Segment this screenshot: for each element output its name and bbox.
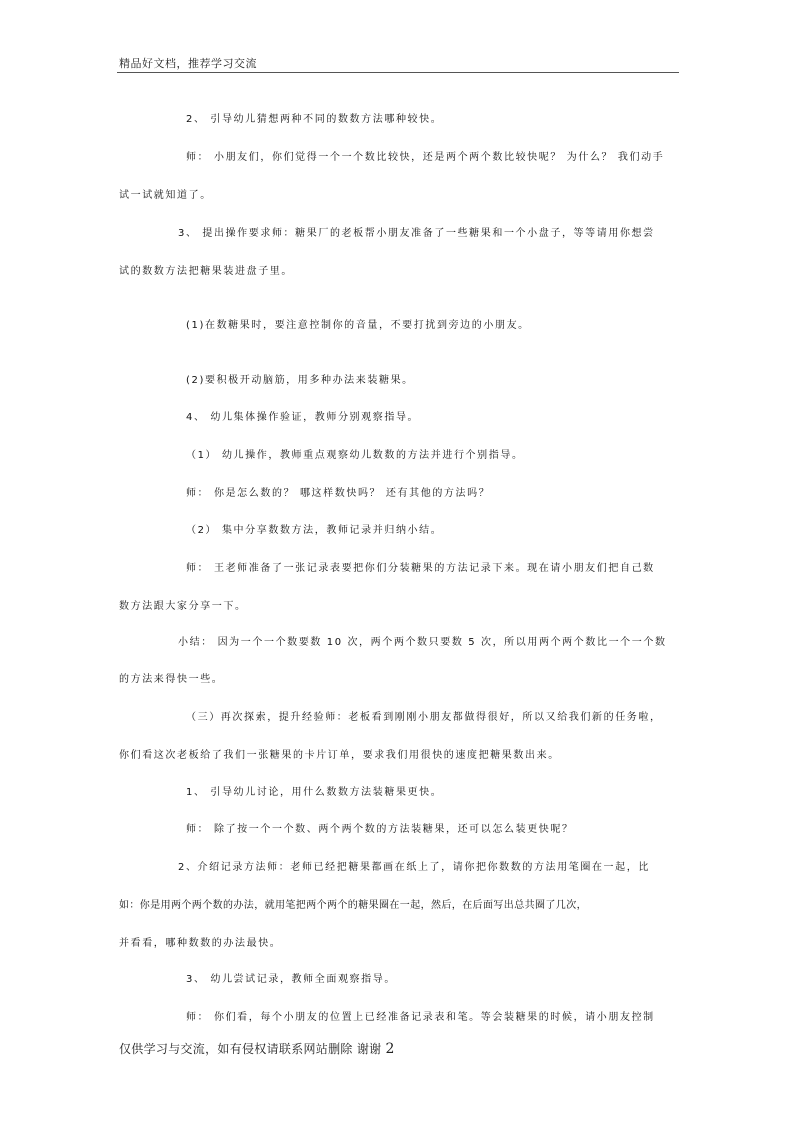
body-line: 你们看这次老板给了我们一张糖果的卡片订单，要求我们用很快的速度把糖果数出来。: [119, 750, 560, 761]
body-line: 如：你是用两个两个数的办法，就用笔把两个两个的糖果圈在一起，然后，在后面写出总共圈了几次，: [119, 900, 587, 911]
body-line: 师： 你们看，每个小朋友的位置上已经准备记录表和笔。等会装糖果的时候，请小朋友控制: [186, 1012, 655, 1023]
body-line: 4、 幼儿集体操作验证，教师分别观察指导。: [186, 412, 420, 423]
body-line: 师： 你是怎么数的？ 哪这样数快吗？ 还有其他的方法吗？: [186, 488, 491, 499]
body-line: （三）再次探索，提升经验师：老板看到刚刚小朋友都做得很好，所以又给我们新的任务啦，: [186, 712, 662, 723]
body-line: 并看看，哪种数数的办法最快。: [119, 938, 282, 949]
body-line: 的方法来得快一些。: [119, 674, 224, 685]
body-line: 试一试就知道了。: [119, 190, 212, 201]
body-line: 2、 引导幼儿猜想两种不同的数数方法哪种较快。: [186, 114, 443, 125]
body-line: 数方法跟大家分享一下。: [119, 601, 247, 612]
body-line: （1） 幼儿操作，教师重点观察幼儿数数的方法并进行个别指导。: [186, 450, 524, 461]
body-line: 师： 王老师准备了一张记录表要把你们分装糖果的方法记录下来。现在请小朋友们把自己数: [186, 563, 655, 574]
header-divider: [117, 72, 679, 73]
body-line: (2)要积极开动脑筋，用多种办法来装糖果。: [186, 375, 414, 386]
body-line: 2、介绍记录方法师：老师已经把糖果都画在纸上了，请你把你数数的方法用笔圈在一起，比: [178, 862, 650, 873]
body-line: 师： 小朋友们，你们觉得一个一个数比较快，还是两个两个数比较快呢？ 为什么？ 我们动手: [186, 152, 665, 163]
body-line: 3、 幼儿尝试记录，教师全面观察指导。: [186, 974, 396, 985]
body-line: 试的数数方法把糖果装进盘子里。: [119, 266, 293, 277]
body-line: (1)在数糖果时，要注意控制你的音量，不要打扰到旁边的小朋友。: [186, 320, 530, 331]
body-line: 师： 除了按一个一个数、两个两个数的方法装糖果，还可以怎么装更快呢？: [186, 824, 574, 835]
page-number: 2: [385, 1041, 395, 1057]
page-footer: [119, 1040, 395, 1057]
body-line: 小结： 因为一个一个数要数 10 次，两个两个数只要数 5 次，所以用两个两个数比一个一个数: [178, 637, 667, 648]
body-line: 3、 提出操作要求师：糖果厂的老板帮小朋友准备了一些糖果和一个小盘子，等等请用你想尝: [178, 228, 655, 239]
body-line: （2） 集中分享数数方法，教师记录并归纳小结。: [186, 525, 443, 536]
page-header-title: 精品好文档，推荐学习交流: [119, 57, 257, 70]
body-line: 1、 引导幼儿讨论，用什么数数方法装糖果更快。: [186, 787, 443, 798]
footer-text: 仅供学习与交流，如有侵权请联系网站删除 谢谢: [119, 1042, 382, 1056]
